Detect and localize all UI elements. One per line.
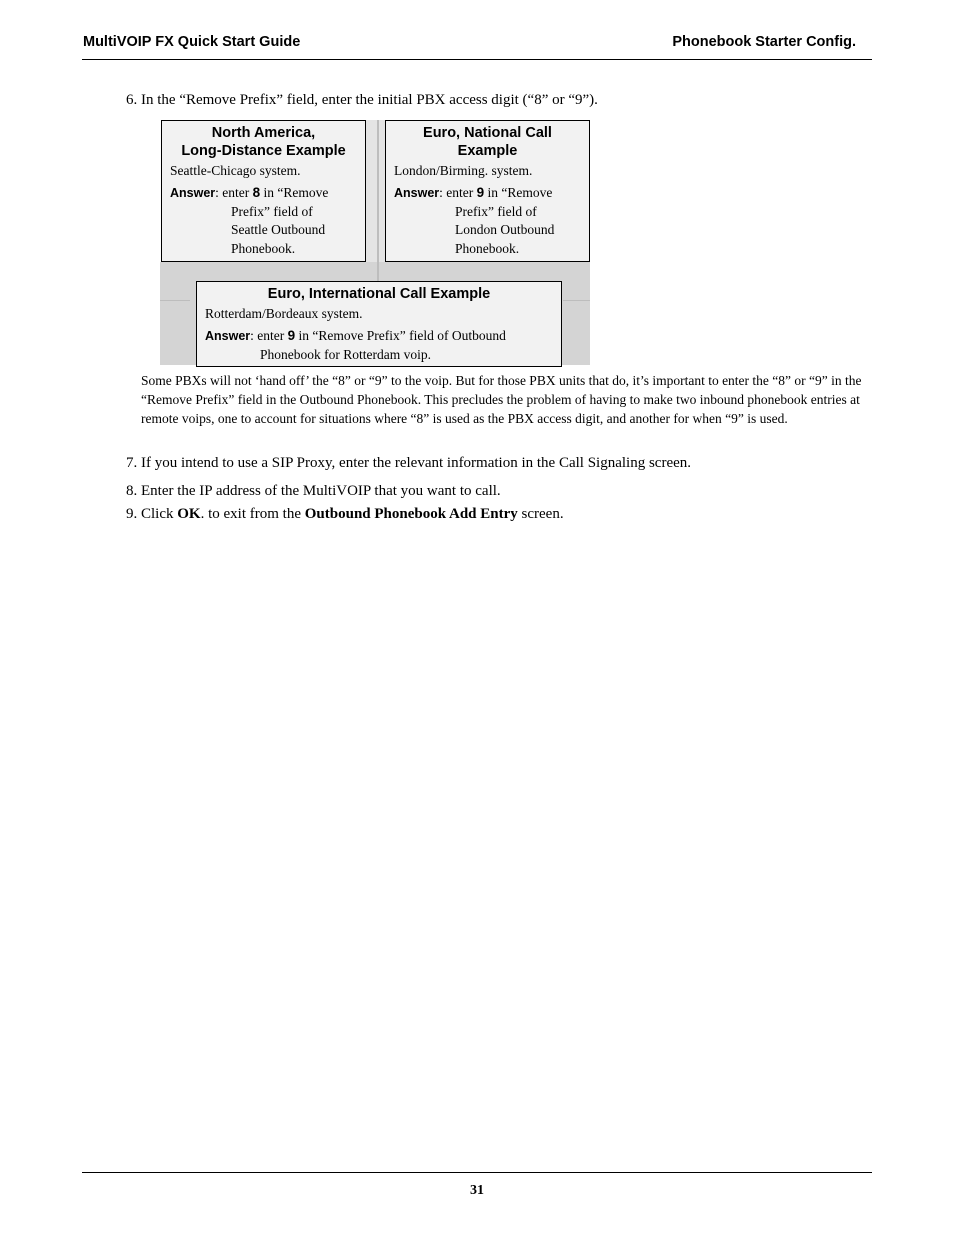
header-section-title: Phonebook Starter Config. (672, 34, 856, 50)
example-box-euro-international (196, 281, 562, 367)
example-system: Rotterdam/Bordeaux system. (205, 306, 363, 321)
answer-text: Phonebook. (231, 240, 296, 256)
example-title-line: Long-Distance Example (181, 143, 346, 159)
step-9 (126, 506, 564, 523)
example-title-line: Example (457, 143, 518, 159)
page-number: 31 (470, 1183, 484, 1198)
figure-line (563, 300, 590, 301)
answer-text: Seattle Outbound (231, 222, 326, 237)
answer-label: Answer (170, 186, 216, 200)
example-box-euro-national (385, 120, 590, 262)
example-answer (170, 184, 357, 258)
header-rule (82, 59, 872, 60)
footer-rule (82, 1172, 872, 1173)
screen-name-reference: Outbound Phonebook Add Entry (304, 506, 518, 522)
answer-text: Phonebook for Rotterdam voip. (260, 346, 431, 362)
answer-text: Phonebook. (455, 240, 520, 256)
answer-text: : enter (250, 328, 288, 343)
figure-line (160, 300, 190, 301)
step-7: 7. If you intend to use a SIP Proxy, enter the relevant information in the Call Signaling screen. (126, 455, 692, 471)
answer-digit: 9 (287, 328, 296, 343)
answer-text: in “Remove (260, 185, 329, 200)
example-answer (394, 184, 581, 258)
example-title-line: North America, (211, 125, 316, 141)
example-title-line: Euro, National Call (423, 125, 552, 141)
pbx-note: Some PBXs will not ‘hand off’ the “8” or “9” to the voip. But for those PBX units that do, it’s important to enter the “8” or “9” in the “Remove Prefix” field in the Outbound Phonebook. This precludes the problem of having to make two inbound phonebook entries at remote voips, one to account for situations where “8” is used as the PBX access digit, and another for when “9” is used. (141, 373, 862, 426)
step-8: 8. Enter the IP address of the MultiVOIP that you want to call. (126, 483, 501, 499)
example-box-north-america (161, 120, 366, 262)
answer-text: in “Remove Prefix” field of Outbound (295, 328, 506, 343)
answer-label: Answer (205, 329, 251, 343)
ok-button-reference: OK (177, 506, 201, 522)
example-answer (205, 327, 553, 364)
example-system: Seattle-Chicago system. (170, 163, 301, 178)
answer-text: Prefix” field of (231, 203, 313, 219)
example-title (394, 124, 581, 160)
answer-text: : enter (439, 185, 477, 200)
step-6: 6. In the “Remove Prefix” field, enter the initial PBX access digit (“8” or “9”). (126, 92, 598, 108)
answer-text: London Outbound (455, 222, 555, 237)
step-9-text: 9. Click (126, 506, 178, 522)
answer-digit: 9 (476, 185, 485, 200)
example-system: London/Birming. system. (394, 163, 533, 178)
answer-text: Prefix” field of (455, 203, 537, 219)
answer-text: : enter (215, 185, 253, 200)
example-title (170, 124, 357, 160)
example-title: Euro, International Call Example (267, 286, 491, 302)
step-9-text: . to exit from the (200, 506, 305, 522)
answer-digit: 8 (252, 185, 261, 200)
answer-text: in “Remove (484, 185, 553, 200)
answer-label: Answer (394, 186, 440, 200)
header-guide-title: MultiVOIP FX Quick Start Guide (83, 34, 301, 50)
step-9-text: screen. (517, 506, 564, 522)
figure-stripe (366, 120, 386, 262)
